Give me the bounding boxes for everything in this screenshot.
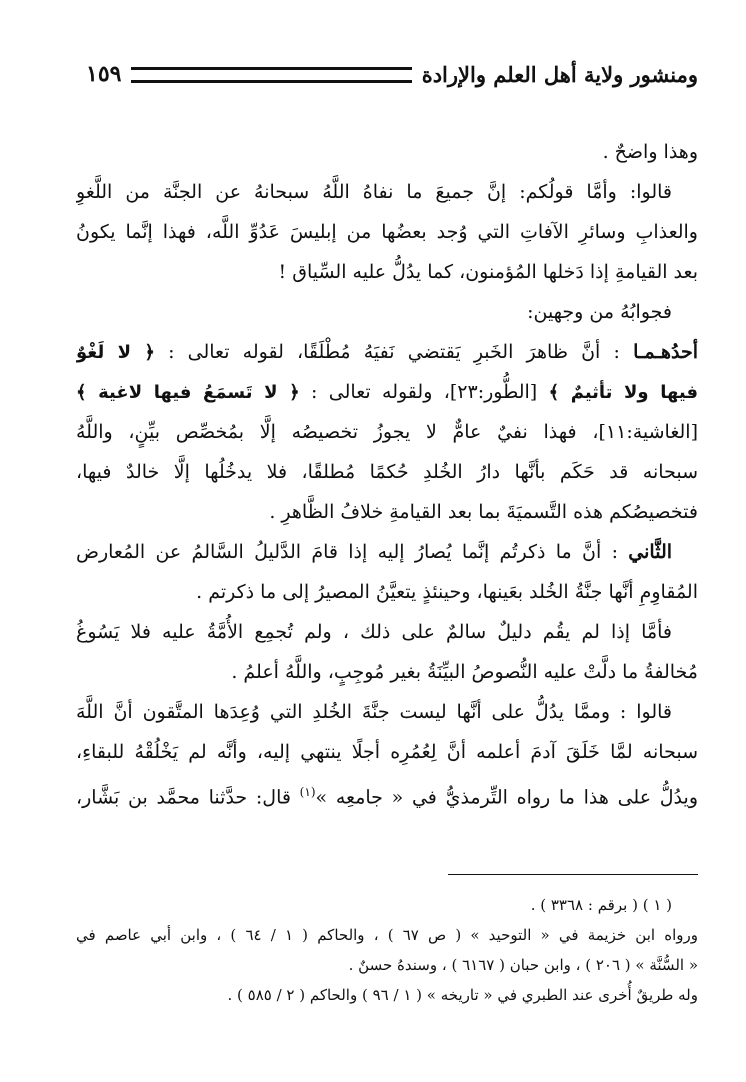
text-line: قالوا: وأمَّا قولُكم: إنَّ جميعَ ما نفاهُ اللَّهُ سبحانهُ عن الجنَّة من اللَّغوِ [76, 181, 672, 203]
footnote-line: وله طريقٌ أُخرى عند الطبري في « تاريخه » ( ١ / ٩٦ ) والحاكم ( ٢ / ٥٨٥ ) . [227, 986, 698, 1004]
text-span: ويدُلُّ على هذا ما رواه التِّرمذيُّ في « جامعِه » [315, 786, 698, 809]
text-line: فأمَّا إذا لم يقُم دليلٌ سالمٌ على ذلك ، ولم تُجمِع الأُمَّةُ عليه فلا يَسُوغُ [76, 621, 672, 643]
text-line: بعد القيامةِ إذا دَخلها المُؤمنون، كما يدُلُّ عليه السِّياق ! [278, 261, 698, 283]
text-line: قالوا : وممَّا يدُلُّ على أنَّها ليست جنَّةَ الخُلدِ التي وُعِدَها المتَّقون أنَّ اللَّهَ [76, 701, 672, 723]
text-line: وهذا واضحٌ . [602, 141, 698, 163]
quran-quote: فيها ولا تأثيمٌ ﴾ [548, 382, 698, 403]
text-line: المُقاوِمِ أنَّها جنَّةُ الخُلد بعَينها، وحينئذٍ يتعيَّنُ المصيرُ إلى ما ذكرتم . [196, 581, 698, 603]
section-label: أحدُهـمـا [633, 341, 698, 363]
quran-quote: ﴿ لا تَسمَعُ فيها لاغية ﴾ [76, 382, 300, 403]
text-span: : أنَّ ما ذكرتُم إنَّما يُصارُ إليه إذا قامَ الدَّليلُ السَّالمُ عن المُعارض [76, 541, 618, 563]
text-line: سبحانه قد حَكَم بأنَّها دارُ الخُلدِ حُكمًا مُطلقًا، فلا يدخُلُها إلَّا خالدٌ فيها، [76, 461, 698, 483]
running-header [86, 52, 698, 96]
text-line: والعذابِ وسائرِ الآفاتِ التي وُجد بعضُها من إبليسَ عَدُوِّ اللَّه، فهذا إنَّما يكونُ [76, 221, 698, 243]
footnote-ref: (١) [299, 785, 316, 799]
text-line: [الغاشية:١١]، فهذا نفيٌ عامٌّ لا يجوزُ تخصيصُه إلَّا بمُخصِّص بيِّنٍ، واللَّهُ [76, 421, 698, 443]
footnote-divider [448, 874, 698, 875]
text-span: : أنَّ ظاهرَ الخَبرِ يَقتضي نَفيَهُ مُطْلَقًا، لقوله تعالى : [168, 341, 620, 363]
text-line [76, 772, 698, 812]
text-line: مُخالفةُ ما دلَّتْ عليه النُّصوصُ البيِّنَةُ بغير مُوجِبٍ، واللَّهُ أعلمُ . [231, 661, 698, 683]
header-title: ومنشور ولاية أهل العلم والإرادة [421, 61, 698, 87]
text-line: فتخصيصُكم هذه التَّسميَةَ بما بعد القيامةِ خلافُ الظَّاهرِ . [269, 501, 698, 523]
text-line: سبحانه لمَّا خَلَقَ آدمَ أعلمه أنَّ لِعُمُرِه أجلًا ينتهي إليه، وأنَّه لم يَخْلُقْهُ للبقاءِ، [76, 741, 698, 763]
text-span: [الطُّور:٢٣]، ولقوله تعالى : [311, 381, 538, 403]
text-line [76, 332, 698, 372]
footnotes [76, 890, 698, 1010]
header-rule [131, 67, 411, 83]
footnote-line: ورواه ابن خزيمة في « التوحيد » ( ص ٦٧ ) ، والحاكم ( ١ / ٦٤ ) ، وابن أبي عاصم في [76, 926, 698, 944]
page-number: ١٥٩ [86, 61, 122, 87]
main-text [76, 132, 698, 812]
footnote-line: ( ١ ) ( برقم : ٣٣٦٨ ) . [530, 896, 672, 914]
text-line: فجوابُهُ من وجهين: [527, 301, 672, 323]
text-line [76, 532, 698, 572]
quran-quote: ﴿ لا لَغْوٌ [76, 342, 155, 363]
footnote-line: « السُّنَّة » ( ٢٠٦ ) ، وابن حبان ( ٦١٦٧ ) ، وسندهُ حسنٌ . [348, 956, 698, 974]
text-line [76, 372, 698, 412]
section-label: الثَّاني [628, 541, 673, 563]
text-span: قال: حدَّثنا محمَّد بن بَشَّار، [76, 786, 291, 809]
